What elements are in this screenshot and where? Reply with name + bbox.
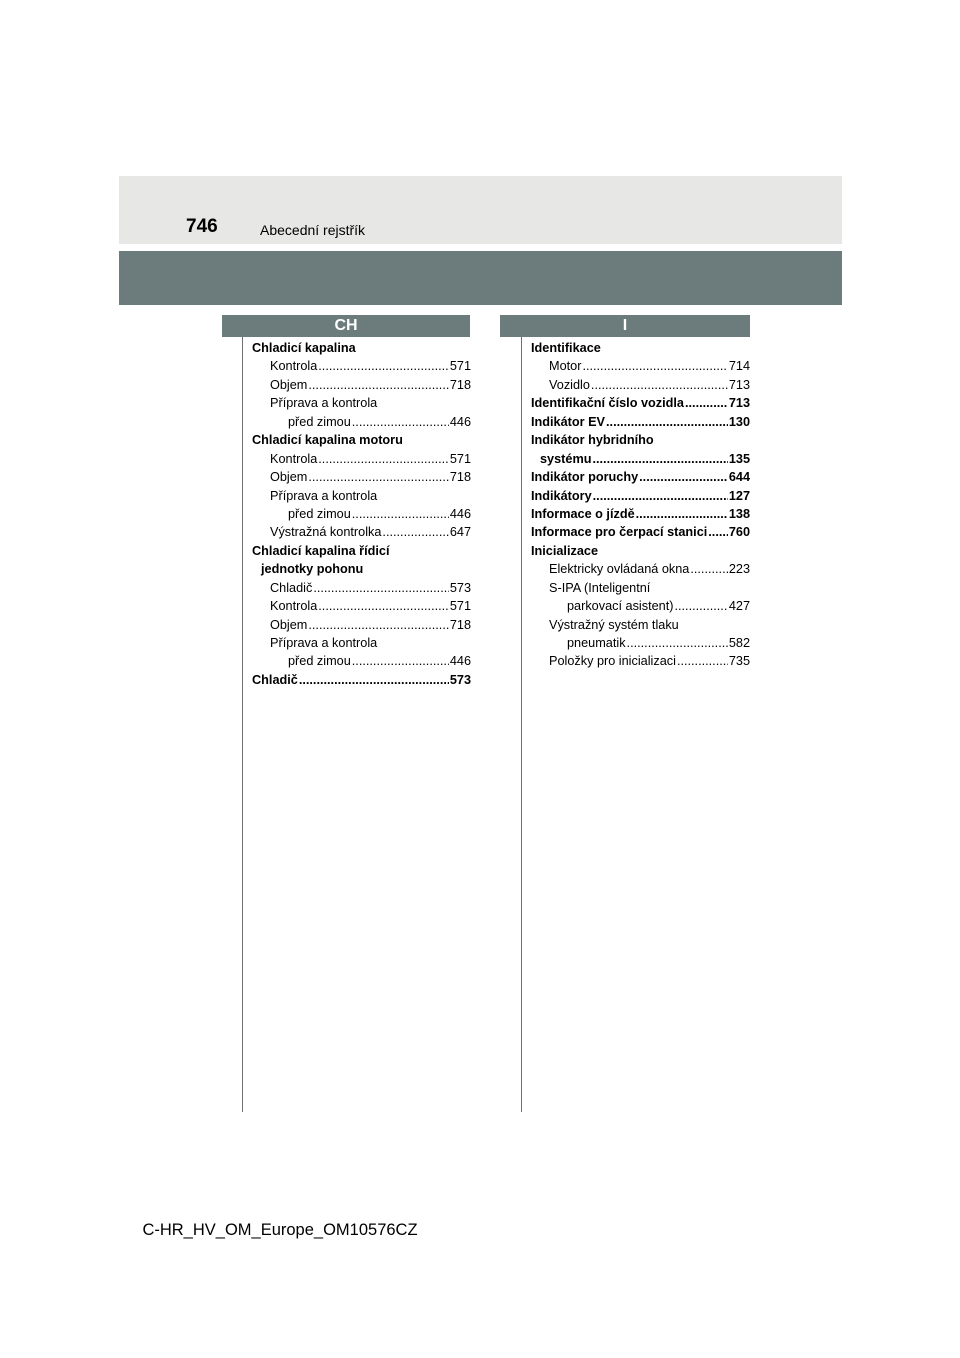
index-entry-text: pneumatik xyxy=(567,636,626,650)
index-entry-text: Položky pro inicializaci xyxy=(549,654,676,669)
dot-leader xyxy=(606,413,728,431)
index-column-left xyxy=(252,339,471,689)
index-entry xyxy=(252,376,471,394)
index-entry-page: 714 xyxy=(728,359,750,374)
header-bar xyxy=(119,251,842,305)
index-entry xyxy=(531,357,750,375)
dot-leader xyxy=(318,450,449,468)
index-entry xyxy=(252,450,471,468)
index-entry xyxy=(252,671,471,689)
index-entry xyxy=(252,560,471,578)
index-entry-text: Identifikace xyxy=(531,341,601,355)
column-divider-right xyxy=(521,337,522,1112)
index-entry xyxy=(252,579,471,597)
index-entry-text: Indikátory xyxy=(531,488,592,503)
index-entry-page: 446 xyxy=(449,654,471,669)
dot-leader xyxy=(308,616,448,634)
dot-leader xyxy=(627,634,728,652)
index-entry-text: Příprava a kontrola xyxy=(270,636,378,650)
index-entry xyxy=(252,413,471,431)
index-entry xyxy=(252,468,471,486)
index-entry xyxy=(252,357,471,375)
index-entry-page: 718 xyxy=(449,377,471,392)
index-entry-page: 130 xyxy=(728,414,750,429)
dot-leader xyxy=(318,357,449,375)
index-entry xyxy=(531,468,750,486)
index-entry-page: 735 xyxy=(728,654,750,669)
index-entry-text: jednotky pohonu xyxy=(261,562,364,577)
dot-leader xyxy=(318,597,449,615)
index-entry xyxy=(252,634,471,652)
index-entry xyxy=(531,376,750,394)
dot-leader xyxy=(690,560,727,578)
index-entry xyxy=(531,597,750,615)
index-entry xyxy=(531,652,750,670)
index-entry xyxy=(531,634,750,652)
index-entry-page: 573 xyxy=(449,580,471,595)
dot-leader xyxy=(593,487,728,505)
header-band xyxy=(119,176,842,244)
index-entry-text: Chladicí kapalina xyxy=(252,341,356,355)
column-divider-left xyxy=(242,337,243,1112)
index-entry-text: Indikátor poruchy xyxy=(531,470,639,485)
index-entry-text: Informace pro čerpací stanici xyxy=(531,525,708,540)
index-entry-text: Výstražný systém tlaku xyxy=(549,617,679,632)
index-entry-text: Objem xyxy=(270,617,308,632)
index-entry-page: 135 xyxy=(728,451,750,466)
dot-leader xyxy=(685,394,728,412)
index-entry-text: Chladicí kapalina řídicí xyxy=(252,543,390,558)
index-entry-page: 138 xyxy=(728,506,750,521)
index-entry-page: 573 xyxy=(449,672,471,687)
index-entry xyxy=(531,339,750,357)
index-entry xyxy=(252,431,471,449)
index-entry-page: 644 xyxy=(728,470,750,485)
index-entry-page: 571 xyxy=(449,599,471,614)
index-entry-text: Informace o jízdě xyxy=(531,506,635,521)
index-entry-text: parkovací asistent) xyxy=(567,599,674,614)
index-entry-text: Příprava a kontrola xyxy=(270,488,378,503)
index-entry-text: Výstražná kontrolka xyxy=(270,525,382,540)
index-entry xyxy=(252,652,471,670)
index-entry-text: Elektricky ovládaná okna xyxy=(549,562,690,577)
section-tab-ch: CH xyxy=(222,315,470,337)
index-entry-page: 446 xyxy=(449,506,471,521)
index-entry-text: Chladicí kapalina motoru xyxy=(252,433,403,448)
section-tab-i: I xyxy=(500,315,750,337)
index-entry xyxy=(531,579,750,597)
index-entry-page: 571 xyxy=(449,359,471,374)
index-entry-page: 647 xyxy=(449,525,471,540)
index-entry-page: 446 xyxy=(449,414,471,429)
dot-leader xyxy=(352,652,449,670)
index-entry-text: Příprava a kontrola xyxy=(270,396,378,411)
index-entry xyxy=(531,431,750,449)
dot-leader xyxy=(592,450,727,468)
index-entry-page: 760 xyxy=(728,525,750,540)
dot-leader xyxy=(308,376,448,394)
index-entry-text: Indikátor hybridního xyxy=(531,433,654,448)
index-entry-page: 718 xyxy=(449,617,471,632)
index-entry-text: Objem xyxy=(270,377,308,392)
index-entry-text: S-IPA (Inteligentní xyxy=(549,580,651,595)
index-entry xyxy=(531,413,750,431)
index-entry-text: před zimou xyxy=(288,654,351,669)
index-entry xyxy=(531,505,750,523)
index-entry xyxy=(252,597,471,615)
index-entry-page: 127 xyxy=(728,488,750,503)
index-entry xyxy=(531,394,750,412)
index-entry-text: Vozidlo xyxy=(549,377,590,392)
index-entry-text: před zimou xyxy=(288,506,351,521)
index-entry-page: 571 xyxy=(449,451,471,466)
index-entry-text: Kontrola xyxy=(270,599,318,614)
dot-leader xyxy=(352,505,449,523)
dot-leader xyxy=(352,413,449,431)
index-entry-text: před zimou xyxy=(288,414,351,429)
section-title: Abecední rejstřík xyxy=(260,222,366,238)
index-entry xyxy=(252,487,471,505)
index-entry-page: 713 xyxy=(728,396,750,411)
index-entry xyxy=(252,394,471,412)
index-entry-page: 582 xyxy=(728,636,750,650)
index-entry-text: Kontrola xyxy=(270,359,318,374)
index-entry xyxy=(531,450,750,468)
index-entry-text: Inicializace xyxy=(531,543,598,558)
page-number: 746 xyxy=(186,216,218,237)
dot-leader xyxy=(639,468,728,486)
index-entry-page: 223 xyxy=(728,562,750,577)
dot-leader xyxy=(308,468,448,486)
index-entry xyxy=(252,542,471,560)
index-entry xyxy=(531,616,750,634)
index-entry-page: 713 xyxy=(728,377,750,392)
index-entry xyxy=(252,505,471,523)
dot-leader xyxy=(674,597,727,615)
index-entry xyxy=(252,339,471,357)
index-entry-text: Indikátor EV xyxy=(531,414,606,429)
index-entry-page: 427 xyxy=(728,599,750,614)
dot-leader xyxy=(299,671,449,689)
dot-leader xyxy=(582,357,727,375)
dot-leader xyxy=(313,579,449,597)
index-column-right xyxy=(531,339,750,671)
index-entry-text: Chladič xyxy=(270,580,313,595)
dot-leader xyxy=(636,505,728,523)
dot-leader xyxy=(382,523,448,541)
dot-leader xyxy=(677,652,728,670)
index-entry-text: Objem xyxy=(270,470,308,485)
index-entry xyxy=(531,542,750,560)
dot-leader xyxy=(591,376,728,394)
index-entry xyxy=(252,523,471,541)
index-entry xyxy=(252,616,471,634)
index-entry-page: 718 xyxy=(449,470,471,485)
document-code: C-HR_HV_OM_Europe_OM10576CZ xyxy=(142,1221,418,1239)
index-entry-text: Kontrola xyxy=(270,451,318,466)
index-entry xyxy=(531,523,750,541)
index-entry xyxy=(531,487,750,505)
index-entry-text: Chladič xyxy=(252,672,298,687)
index-entry-text: systému xyxy=(540,451,592,466)
dot-leader xyxy=(708,523,728,541)
index-entry xyxy=(531,560,750,578)
index-entry-text: Identifikační číslo vozidla xyxy=(531,396,684,411)
index-entry-text: Motor xyxy=(549,359,582,374)
